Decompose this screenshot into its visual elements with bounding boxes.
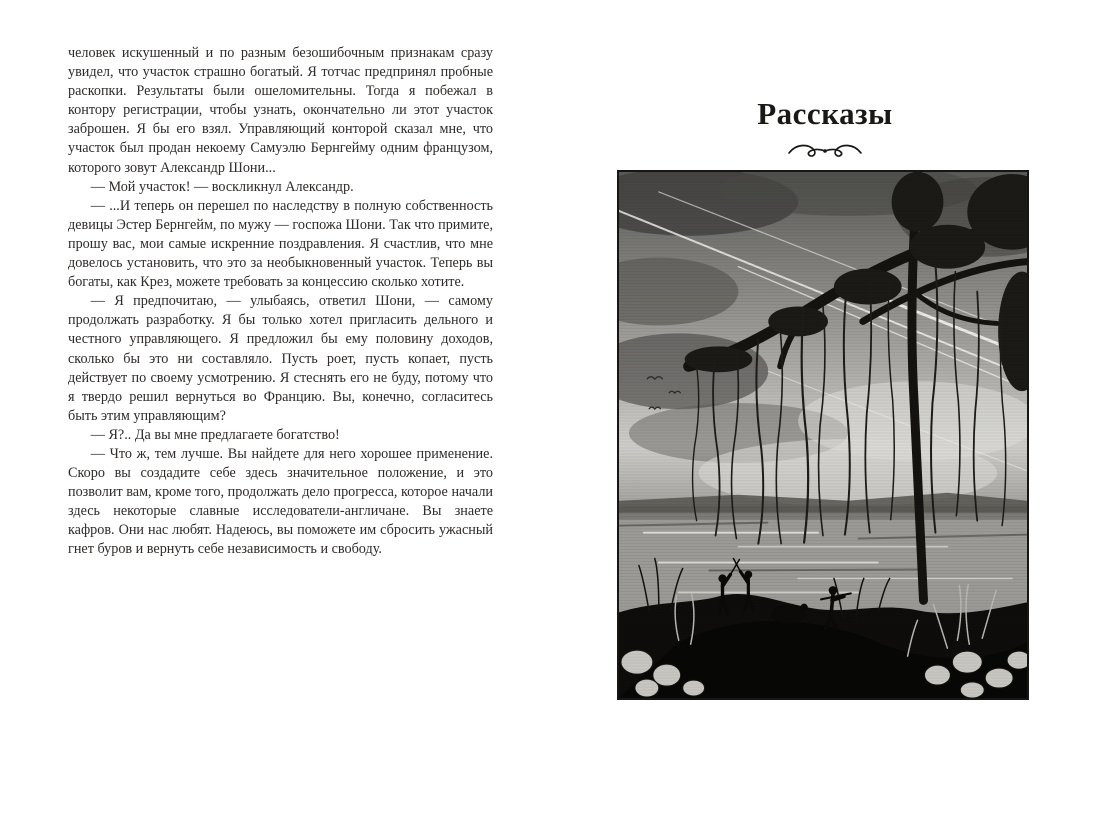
paragraph: — Я?.. Да вы мне предлагаете богатство! — [90, 426, 340, 443]
paragraph: человек искушенный и по разным безошибочным признакам сразу увидел, что участок страшно богатый. Я тотчас предпринял пробные раскопки. Результаты были ошеломительны. Тогда я побежал в контору регистрации, чтобы узнать, окончательно ли этот участок заброшен. Я бы его взял. Управляющий конторой сказал мне, что участок был продан некоему Самуэлю Бернгейму одним французом, которого зовут Александр Шони... — [68, 45, 493, 176]
right-page — [550, 0, 1100, 825]
illustration-frame — [617, 170, 1029, 700]
left-page — [68, 44, 493, 560]
paragraph: — Мой участок! — воскликнул Александр. — [90, 178, 354, 195]
paragraph: — Я предпочитаю, — улыбаясь, ответил Шони, — самому продолжать разработку. Я бы только хотел пригласить дельного и честного управляющего. Я предложил бы ему половину доходов, сколько бы это ни составляло. Пусть роет, пусть копает, пусть действует по своему усмотрению. Я стеснять его не буду, потому что я твердо решил вернуться во Францию. Вы, конечно, согласитесь быть этим управляющим? — [68, 293, 493, 424]
page-title: Рассказы — [757, 96, 893, 131]
paragraph: — ...И теперь он перешел по наследству в полную собственность девицы Эстер Бернгейм, по мужу — госпожа Шони. Так что примите, прошу вас, мои самые искренние поздравления. Я счастлив, что мне довелось установить, что это за необыкновенный участок. Теперь вы богаты, как Крез, можете требовать за концессию сколько хотите. — [68, 197, 493, 291]
flourish-ornament — [550, 140, 1100, 162]
book-illustration — [619, 172, 1027, 698]
paragraph: — Что ж, тем лучше. Вы найдете для него хорошее применение. Скоро вы создадите себе здесь значительное положение, и это позволит вам, кроме того, продолжать дело прогресса, которое начали здесь некоторые славные исследователи-англичане. Вы знаете кафров. Они нас любят. Надеюсь, вы поможете им сбросить ужасный гнет буров и вернуть себе независимость и свободу. — [68, 445, 493, 558]
